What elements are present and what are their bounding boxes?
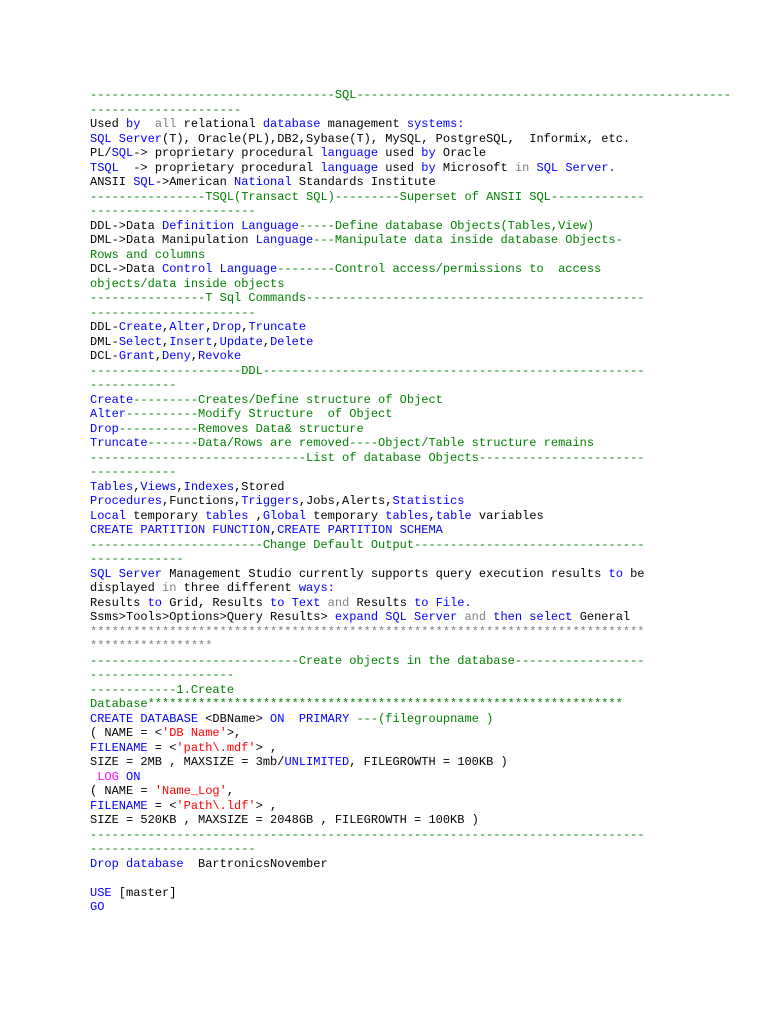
code-token: ,	[205, 320, 213, 334]
code-token: used	[378, 160, 422, 175]
code-line	[90, 407, 768, 422]
code-line	[90, 161, 768, 176]
code-token: Definition Language	[162, 218, 299, 233]
code-line	[90, 567, 768, 582]
code-line	[90, 523, 768, 538]
code-token: ->American	[154, 175, 235, 189]
code-line	[90, 683, 768, 698]
code-token: ----------------T Sql Commands-----------------------------------------------	[90, 291, 645, 305]
code-line	[90, 233, 768, 248]
code-token: all	[154, 117, 177, 131]
code-token: tables	[205, 508, 249, 523]
code-token: -----------Removes Data& structure	[118, 421, 364, 436]
code-token: used	[378, 146, 422, 160]
code-line	[90, 900, 768, 915]
code-token: to	[414, 595, 429, 610]
code-line	[90, 755, 768, 770]
code-line	[90, 451, 768, 466]
code-token: by	[421, 146, 436, 160]
code-token: Statistics	[392, 494, 465, 508]
code-token: systems:	[406, 117, 465, 131]
code-token: -----------------------	[90, 842, 256, 856]
code-token: Results	[349, 595, 415, 610]
code-token: ------------1.Create	[90, 682, 235, 697]
code-token: DCL->Data	[90, 262, 163, 276]
code-token: Truncate	[90, 436, 148, 450]
code-token: UNLIMITED	[284, 755, 350, 769]
code-token: Tables	[90, 479, 134, 494]
code-token: ,	[154, 349, 163, 363]
code-line	[90, 697, 768, 712]
code-line	[90, 726, 768, 741]
code-line	[90, 393, 768, 408]
code-token: ------------------------Change Default Output--------------------------------	[90, 537, 645, 552]
code-token: to	[608, 566, 623, 581]
code-token: Results	[90, 595, 148, 610]
code-token: ,	[428, 508, 436, 523]
code-line	[90, 842, 768, 857]
code-token: displayed	[90, 581, 163, 595]
code-token: ,Jobs,Alerts,	[298, 494, 393, 508]
code-token: Triggers	[241, 494, 299, 508]
code-line	[90, 552, 768, 567]
code-token: FILENAME	[90, 798, 148, 813]
code-token: temporary	[306, 508, 386, 523]
code-token: ,	[248, 508, 263, 523]
code-token: Grid, Results	[162, 595, 271, 610]
code-token: ------------	[90, 378, 177, 392]
code-token: Database******************************************************************	[90, 697, 623, 711]
code-line	[90, 465, 768, 480]
code-token: File.	[435, 595, 472, 610]
code-line	[90, 654, 768, 669]
code-token: -> proprietary procedural	[118, 160, 321, 175]
code-token: table	[435, 508, 472, 523]
code-token: ways:	[298, 581, 335, 595]
code-token: ----------Modify Structure of Object	[126, 407, 393, 421]
code-token: LOG	[90, 769, 119, 784]
code-token: -----------------------	[90, 204, 256, 218]
code-token: in	[162, 581, 177, 595]
code-token: 'DB Name'	[162, 726, 227, 740]
code-token: database	[262, 117, 321, 131]
code-line	[90, 262, 768, 277]
code-token: Indexes	[183, 479, 235, 494]
code-token: DCL-	[90, 349, 119, 363]
code-token: ,	[270, 523, 278, 537]
code-line	[90, 291, 768, 306]
code-token: General	[572, 610, 631, 624]
code-token: Select	[118, 334, 163, 349]
code-token: Revoke	[198, 349, 242, 363]
code-token: SQL Server	[90, 131, 163, 146]
code-token: BartronicsNovember	[183, 856, 328, 871]
code-token: Local	[90, 508, 127, 523]
code-token: --------------------	[90, 668, 235, 682]
code-line	[90, 349, 768, 364]
code-token: -----------------------------Create objects in the database------------------	[90, 653, 645, 668]
code-token: CREATE PARTITION FUNCTION	[90, 523, 271, 537]
code-line	[90, 799, 768, 814]
code-token	[119, 857, 126, 871]
code-token: Text	[291, 595, 321, 610]
code-token: ON	[270, 711, 285, 726]
code-token: then select	[493, 610, 573, 624]
code-token: ,Functions,	[162, 494, 242, 508]
code-token: ,Stored	[234, 479, 285, 494]
code-token: Drop	[90, 856, 119, 871]
code-line	[90, 190, 768, 205]
code-token: >,	[226, 726, 242, 740]
code-token: Create	[90, 392, 134, 407]
code-token: ,	[212, 334, 220, 349]
code-token: ---------Creates/Define structure of Object	[133, 392, 443, 407]
code-token: Deny	[162, 349, 191, 363]
code-line	[90, 741, 768, 756]
code-line	[90, 378, 768, 393]
code-token: (T), Oracle(PL),DB2,Sybase(T), MySQL, PostgreSQL, Informix, etc.	[162, 131, 631, 146]
code-token: -----------------------	[90, 305, 256, 320]
code-token: National	[234, 175, 292, 189]
code-token: and	[327, 595, 350, 610]
code-line	[90, 857, 768, 872]
code-token: expand SQL Server	[334, 610, 458, 624]
code-token: USE	[90, 885, 112, 900]
code-line	[90, 596, 768, 611]
code-line	[90, 784, 768, 799]
code-line	[90, 248, 768, 263]
code-token: ,	[241, 320, 249, 334]
code-line	[90, 886, 768, 901]
code-line	[90, 103, 768, 118]
code-line	[90, 204, 768, 219]
code-token: GO	[90, 900, 105, 914]
code-token: CREATE DATABASE	[90, 711, 199, 726]
code-token: SQL	[133, 175, 155, 189]
code-token: Drop	[212, 320, 242, 334]
code-token: Language	[255, 233, 314, 247]
code-token: Truncate	[248, 320, 307, 334]
code-token: 'path\.mdf'	[176, 740, 256, 755]
code-line	[90, 364, 768, 379]
code-token: -----------------------------------------------------------------------------	[90, 827, 645, 842]
code-line	[90, 88, 768, 103]
code-line	[90, 668, 768, 683]
code-line	[90, 610, 768, 625]
code-token: SQL	[111, 146, 134, 160]
code-token: ------------------------------List of database Objects-----------------------	[90, 450, 645, 465]
code-token: ON	[126, 769, 141, 784]
code-token	[284, 712, 298, 726]
code-token: Create	[118, 320, 163, 334]
code-token: -----Define database Objects(Tables,View)	[298, 218, 595, 233]
code-token: Microsoft	[435, 160, 515, 175]
code-line	[90, 712, 768, 727]
code-token: and	[464, 610, 487, 624]
code-line	[90, 494, 768, 509]
code-token: = <	[147, 740, 177, 755]
code-line	[90, 320, 768, 335]
code-token: 'Path\.ldf'	[176, 798, 256, 813]
code-token: ,	[262, 334, 271, 349]
code-token: [master]	[111, 885, 177, 900]
code-line	[90, 813, 768, 828]
code-token	[119, 770, 126, 784]
code-token: Update	[219, 334, 263, 349]
code-token	[529, 161, 536, 175]
code-line	[90, 770, 768, 785]
code-token: Procedures	[90, 494, 163, 508]
code-token: Oracle	[435, 146, 487, 160]
code-token: temporary	[126, 508, 206, 523]
code-token: Standards Institute	[291, 175, 436, 189]
code-token: ( NAME = <	[90, 726, 163, 740]
code-line	[90, 828, 768, 843]
code-line	[90, 422, 768, 437]
code-token: objects/data inside objects	[90, 276, 285, 291]
code-token: TSQL	[90, 160, 119, 175]
code-token: to	[270, 595, 285, 610]
code-token: language	[320, 160, 379, 175]
code-line	[90, 132, 768, 147]
code-token: -> proprietary procedural	[133, 146, 321, 160]
code-line	[90, 871, 768, 886]
code-token: PL/	[90, 146, 112, 160]
code-line	[90, 117, 768, 132]
code-token: CREATE PARTITION SCHEMA	[277, 523, 443, 537]
code-line	[90, 480, 768, 495]
code-token: Alter	[90, 407, 127, 421]
code-token: by	[421, 160, 436, 175]
code-token: Grant	[118, 349, 155, 363]
code-token: be	[622, 566, 645, 581]
code-token: SIZE = 2MB , MAXSIZE = 3mb/	[90, 755, 285, 769]
sql-notes-code	[90, 88, 768, 915]
code-token: Delete	[270, 334, 314, 349]
code-token: ( NAME =	[90, 784, 155, 798]
code-token: *****************	[90, 639, 213, 653]
code-token	[320, 596, 327, 610]
code-token: Alter	[169, 320, 206, 334]
code-token: DDL-	[90, 320, 119, 334]
code-token: Insert	[169, 334, 213, 349]
code-token: Global	[262, 508, 307, 523]
code-line	[90, 436, 768, 451]
code-token: DML-	[90, 334, 119, 349]
code-token	[429, 596, 436, 610]
code-token: ---(filegroupname )	[356, 711, 494, 726]
code-token: ,	[190, 349, 199, 363]
code-token: ---Manipulate data inside database Objects-	[313, 233, 623, 247]
code-token: ,	[176, 479, 184, 494]
code-token: SQL Server.	[536, 160, 616, 175]
code-token: in	[514, 160, 530, 175]
code-token: three different	[176, 581, 299, 595]
code-token: ,	[133, 479, 141, 494]
code-token: Management Studio currently supports query execution results	[162, 566, 609, 581]
code-line	[90, 509, 768, 524]
code-token: DDL->Data	[90, 218, 163, 233]
code-token: --------Control access/permissions to access	[277, 262, 602, 276]
code-token: ANSII	[90, 175, 134, 189]
code-token: -------------	[90, 552, 184, 566]
code-token: Drop	[90, 421, 119, 436]
code-token: by	[126, 117, 141, 131]
code-token: > ,	[255, 798, 278, 813]
code-token: DML->Data Manipulation	[90, 233, 256, 247]
code-token: ,	[226, 784, 235, 798]
code-token: Control Language	[162, 262, 278, 276]
code-token: <DBName>	[198, 711, 271, 726]
code-token: *****************************************************************************	[90, 624, 645, 639]
code-token: = <	[147, 798, 177, 813]
code-token: language	[320, 146, 379, 160]
code-token: ----------------TSQL(Transact SQL)---------Superset of ANSII SQL-------------	[90, 189, 645, 204]
code-token: ---------------------	[90, 102, 242, 117]
code-token: FILENAME	[90, 740, 148, 755]
code-token: Used	[90, 117, 127, 131]
code-token: variables	[471, 508, 544, 523]
code-token: > ,	[255, 740, 278, 755]
code-token: PRIMARY	[298, 711, 350, 726]
code-line	[90, 625, 768, 640]
code-token: ------------	[90, 465, 177, 479]
code-token	[284, 596, 291, 610]
code-line	[90, 335, 768, 350]
code-line	[90, 639, 768, 654]
code-token: relational	[176, 117, 263, 131]
code-token: -------Data/Rows are removed----Object/Table structure remains	[147, 436, 595, 450]
code-token: ,	[162, 320, 170, 334]
code-line	[90, 306, 768, 321]
code-line	[90, 538, 768, 553]
code-token: , FILEGROWTH = 100KB )	[349, 755, 508, 769]
code-line	[90, 219, 768, 234]
code-token: ,	[162, 334, 170, 349]
code-token: SIZE = 520KB , MAXSIZE = 2048GB , FILEGROWTH = 100KB )	[90, 813, 479, 827]
code-token: 'Name_Log'	[154, 784, 227, 798]
code-token: Ssms>Tools>Options>Query Results>	[90, 610, 335, 624]
code-token: SQL Server	[90, 566, 163, 581]
code-token: Views	[140, 479, 177, 494]
code-line	[90, 175, 768, 190]
code-token: ---------------------DDL-----------------------------------------------------	[90, 363, 645, 378]
code-line	[90, 146, 768, 161]
code-line	[90, 277, 768, 292]
code-line	[90, 581, 768, 596]
code-token: Rows and columns	[90, 247, 206, 262]
code-token	[140, 117, 154, 131]
code-token: ----------------------------------SQL----------------------------------------------------	[90, 88, 731, 102]
code-token: database	[126, 856, 184, 871]
code-token: management	[320, 117, 407, 131]
code-token: tables	[385, 508, 429, 523]
code-token: to	[147, 595, 163, 610]
